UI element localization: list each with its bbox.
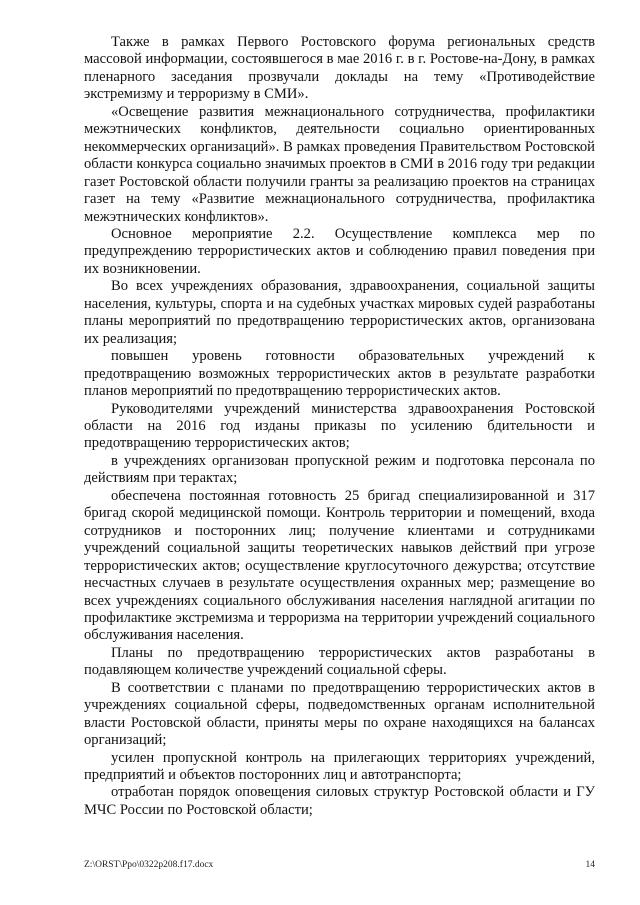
footer-file-path: Z:\ORST\Ppo\0322p208.f17.docx [84, 860, 214, 870]
document-body [84, 34, 595, 819]
paragraph: повышен уровень готовности образовательных учреждений к предотвращению возможных террористических актов в результате разработки планов мероприятий по предотвращению террористических актов. [84, 348, 595, 400]
paragraph: Во всех учреждениях образования, здравоохранения, социальной защиты населения, культуры, спорта и на судебных участках мировых судей разработаны планы мероприятий по предотвращению террористических актов, организована их реализация; [84, 278, 595, 347]
paragraph: отработан порядок оповещения силовых структур Ростовской области и ГУ МЧС России по Ростовской области; [84, 784, 595, 818]
paragraph: обеспечена постоянная готовность 25 бригад специализированной и 317 бригад скорой медицинской помощи. Контроль территории и помещений, входа сотрудников и посторонних лиц; получение клиентами и сотрудниками учреждений социальной защиты теоретических навыков действий при угрозе террористических актов; осуществление круглосуточного дежурства; отсутствие несчастных случаев в результате осуществления охранных мер; размещение во всех учреждениях социального обслуживания населения наглядной агитации по профилактике экстремизма и терроризма на территории учреждений социального обслуживания населения. [84, 487, 595, 644]
page-number: 14 [585, 860, 595, 870]
page-footer [84, 858, 595, 872]
paragraph: усилен пропускной контроль на прилегающих территориях учреждений, предприятий и объектов посторонних лиц и автотранспорта; [84, 749, 595, 784]
paragraph: В соответствии с планами по предотвращению террористических актов в учреждениях социальной сферы, подведомственных органам исполнительной власти Ростовской области, приняты меры по охране находящихся на балансах организаций; [84, 679, 595, 749]
paragraph: Планы по предотвращению террористических актов разработаны в подавляющем количестве учреждений социальной сферы. [84, 644, 595, 679]
paragraph: Также в рамках Первого Ростовского форума региональных средств массовой информации, состоявшегося в мае 2016 г. в г. Ростове-на-Дону, в рамках пленарного заседания прозвучали доклады на тему «Противодействие экстремизму и терроризму в СМИ». [84, 34, 595, 103]
paragraph: Основное мероприятие 2.2. Осуществление комплекса мер по предупреждению террористических актов и соблюдению правил поведения при их возникновении. [84, 225, 595, 277]
paragraph: Руководителями учреждений министерства здравоохранения Ростовской области на 2016 год изданы приказы по усилению бдительности и предотвращению террористических актов; [84, 400, 595, 452]
paragraph: «Освещение развития межнационального сотрудничества, профилактики межэтнических конфликтов, деятельности социально ориентированных некоммерческих организаций». В рамках проведения Правительством Ростовской области конкурса социально значимых проектов в СМИ в 2016 году три редакции газет Ростовской области получили гранты за реализацию проектов на страницах газет на тему «Развитие межнационального сотрудничества, профилактика межэтнических конфликтов». [84, 103, 595, 225]
paragraph: в учреждениях организован пропускной режим и подготовка персонала по действиям при терактах; [84, 452, 595, 487]
